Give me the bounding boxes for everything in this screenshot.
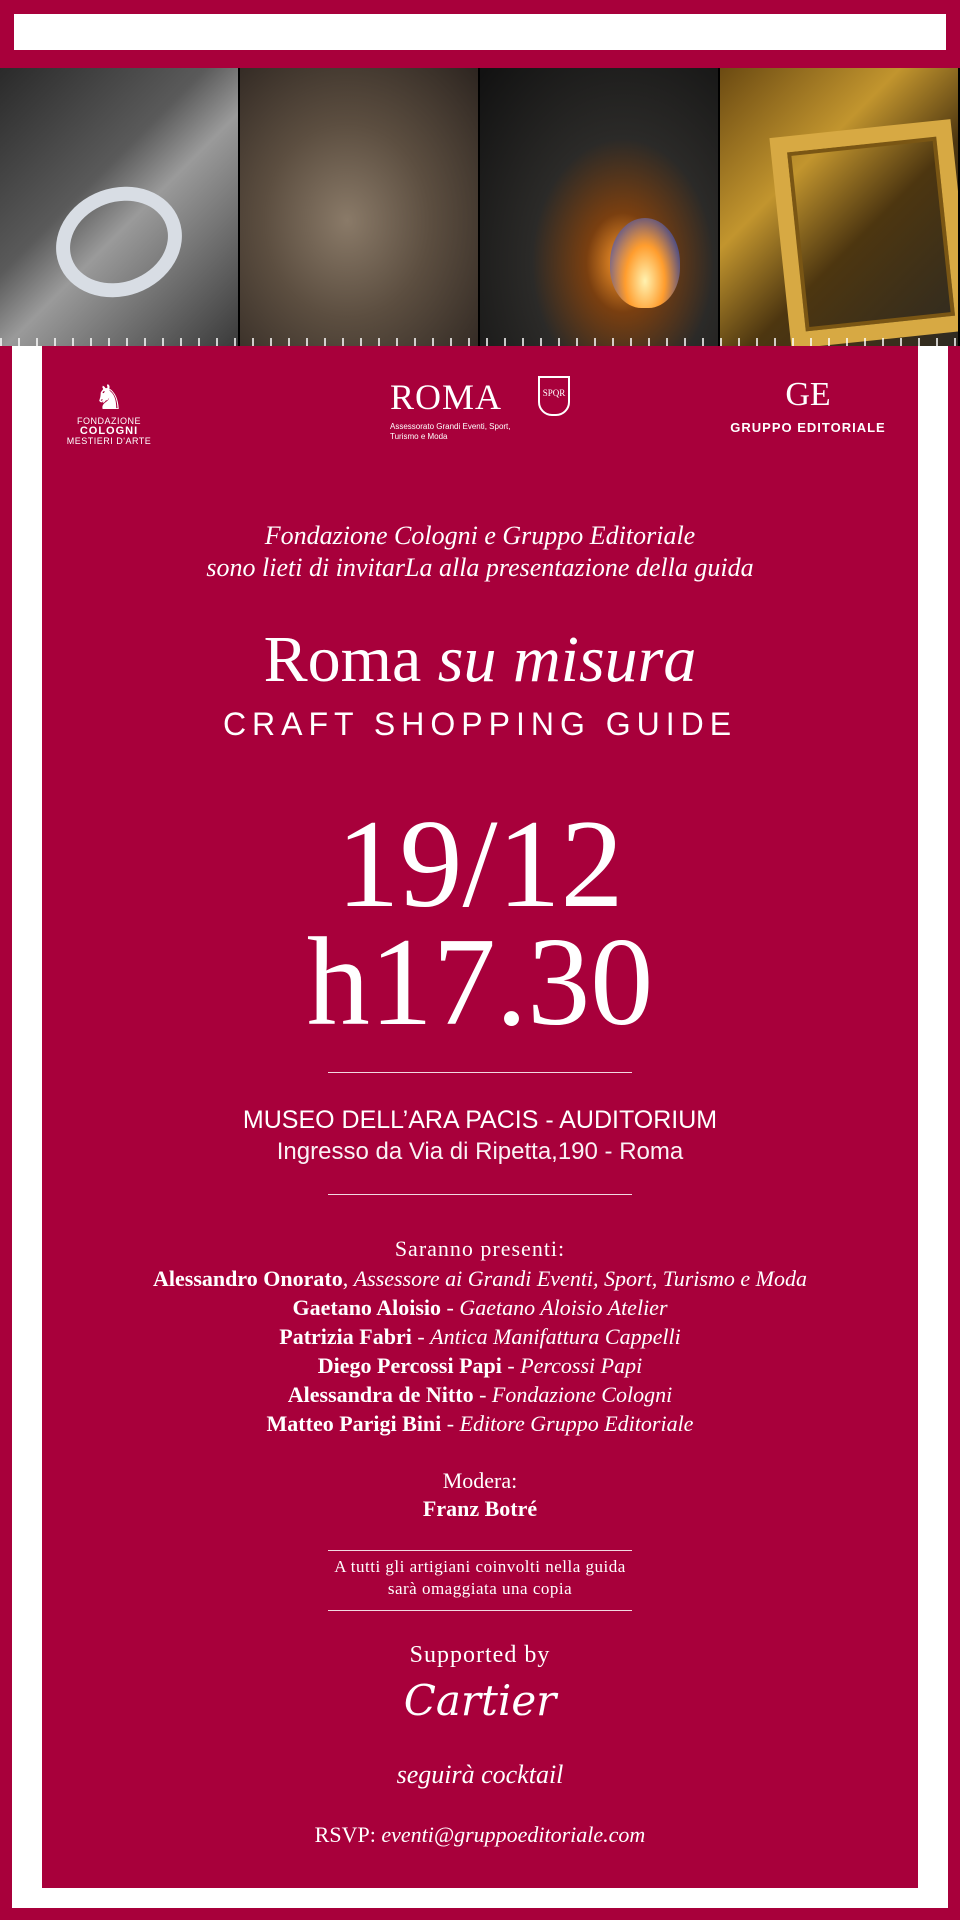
speaker-name: Alessandro Onorato — [153, 1266, 343, 1291]
intro-text — [0, 520, 960, 584]
divider-middle — [328, 1194, 632, 1195]
cocktail-note: seguirà cocktail — [396, 1760, 564, 1789]
logo-roma — [390, 376, 580, 442]
logo-gruppo-editoriale — [718, 378, 898, 435]
guide-subtitle: CRAFT SHOPPING GUIDE — [222, 706, 738, 742]
flame — [610, 218, 680, 308]
sponsor-logo: Cartier — [403, 1676, 557, 1725]
logo-fondazione-cologni — [64, 382, 154, 446]
moderator-heading: Modera: — [442, 1468, 518, 1493]
speaker-row — [0, 1264, 960, 1293]
divider-top — [328, 1072, 632, 1073]
speaker-role: Editore Gruppo Editoriale — [459, 1411, 694, 1436]
cologni-line2: COLOGNI — [79, 425, 139, 437]
speaker-name: Patrizia Fabri — [279, 1324, 412, 1349]
intro-line2: sono lieti di invitarLa alla presentazione della guida — [206, 553, 754, 582]
ruler-ticks-bottom — [0, 338, 960, 346]
gift-line2: sarà omaggiata una copia — [387, 1579, 573, 1598]
speaker-name: Alessandra de Nitto — [287, 1382, 474, 1407]
cologni-line3: MESTIERI D'ARTE — [66, 436, 152, 446]
gift-line1: A tutti gli artigiani coinvolti nella guida — [334, 1557, 626, 1576]
speaker-separator: - — [501, 1353, 521, 1378]
photo-gilded-frame — [720, 68, 960, 346]
photo-goldsmith-flame — [480, 68, 720, 346]
rsvp-email[interactable]: eventi@gruppoeditoriale.com — [381, 1822, 646, 1847]
top-white-border — [14, 14, 946, 50]
divider-gift-bottom — [328, 1610, 632, 1611]
speaker-role: Antica Manifattura Cappelli — [430, 1324, 681, 1349]
photo-strip — [0, 68, 960, 346]
photo-mosaic-work — [240, 68, 480, 346]
speakers-list — [0, 1264, 960, 1438]
event-date: 19/12 — [336, 795, 624, 934]
supported-by: Supported by — [409, 1642, 551, 1668]
speaker-row — [0, 1351, 960, 1380]
speaker-row — [0, 1380, 960, 1409]
speaker-role: Fondazione Cologni — [491, 1382, 673, 1407]
speaker-separator: - — [441, 1411, 460, 1436]
roma-department: Assessorato Grandi Eventi, Sport, Turismo e Moda — [390, 422, 511, 441]
speaker-role: Gaetano Aloisio Atelier — [459, 1295, 668, 1320]
speaker-separator: - — [411, 1324, 431, 1349]
speakers-heading: Saranno presenti: — [394, 1236, 566, 1261]
title-italic: su misura — [437, 623, 697, 696]
speaker-row — [0, 1293, 960, 1322]
roma-shield-icon: SPQR — [538, 376, 570, 416]
ge-monogram: GE — [785, 376, 831, 413]
moderator-name: Franz Botré — [422, 1496, 538, 1521]
gilded-frame — [769, 119, 960, 346]
speaker-name: Matteo Parigi Bini — [266, 1411, 442, 1436]
venue-name: MUSEO DELL’ARA PACIS - AUDITORIUM — [242, 1106, 718, 1134]
cologni-emblem-icon: ♞ — [93, 380, 125, 417]
guide-title — [0, 622, 960, 698]
colosseum-ring — [40, 169, 197, 314]
photo-colosseum-model — [0, 68, 240, 346]
ge-label: GRUPPO EDITORIALE — [730, 420, 886, 435]
speaker-name: Gaetano Aloisio — [292, 1295, 441, 1320]
cologni-line1: FONDAZIONE — [76, 416, 141, 426]
speaker-separator: , — [342, 1266, 354, 1291]
rsvp-label: RSVP: — [314, 1822, 376, 1847]
venue-address: Ingresso da Via di Ripetta,190 - Roma — [276, 1138, 684, 1165]
venue — [0, 1104, 960, 1168]
rsvp — [0, 1822, 960, 1848]
speaker-row — [0, 1409, 960, 1438]
intro-line1: Fondazione Cologni e Gruppo Editoriale — [264, 521, 696, 550]
speaker-separator: - — [441, 1295, 460, 1320]
speaker-name: Diego Percossi Papi — [317, 1353, 502, 1378]
divider-gift-top — [328, 1550, 632, 1551]
bottom-white-border — [12, 1888, 948, 1908]
speaker-row — [0, 1322, 960, 1351]
event-time: h17.30 — [306, 913, 654, 1052]
speaker-separator: - — [473, 1382, 492, 1407]
event-datetime — [0, 795, 960, 1052]
speaker-role: Assessore ai Grandi Eventi, Sport, Turismo e Moda — [353, 1266, 807, 1291]
roma-wordmark: ROMA — [390, 377, 503, 417]
speaker-role: Percossi Papi — [520, 1353, 643, 1378]
gift-note — [0, 1556, 960, 1600]
title-main: Roma — [263, 623, 422, 696]
